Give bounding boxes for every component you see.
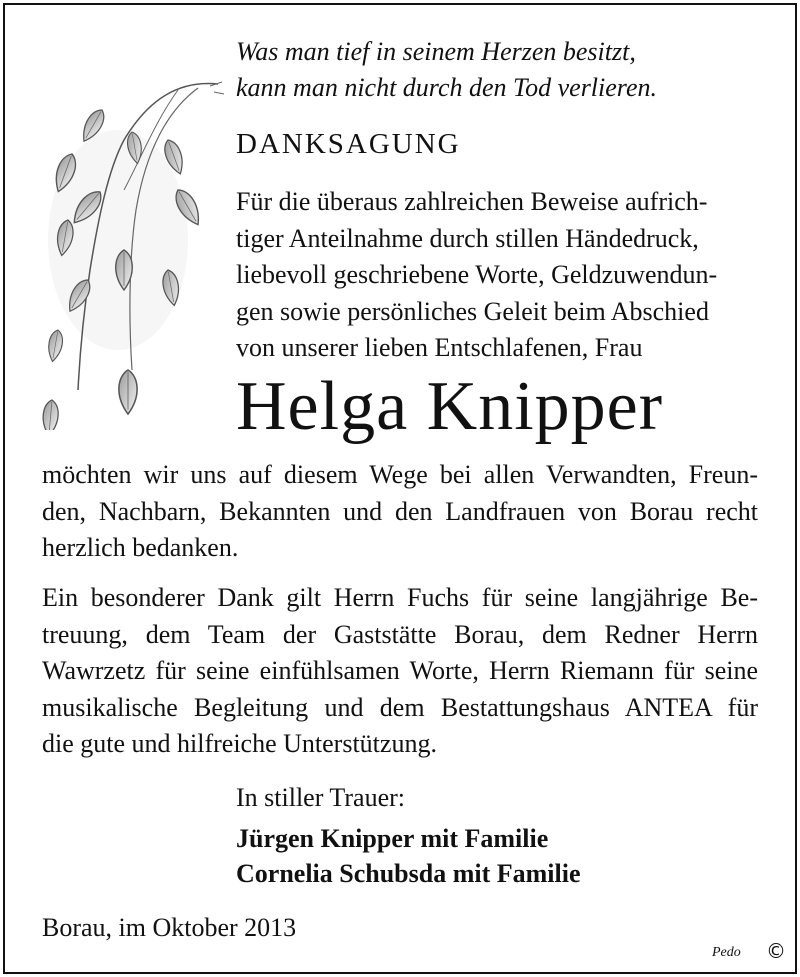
designer-credit: Pedo [712, 945, 741, 960]
copyright-icon: © [766, 939, 786, 963]
deceased-name: Helga Knipper [236, 368, 664, 445]
place-date: Borau, im Oktober 2013 [42, 913, 297, 942]
paragraph-line: musikalische Begleitung und dem Bestattungshaus ANTEA für [42, 692, 758, 722]
signers-block [236, 821, 581, 891]
paragraph-line: den, Nachbarn, Bekannten und den Landfrauen von Borau recht [42, 496, 758, 526]
notice-heading: DANKSAGUNG [236, 128, 461, 160]
memorial-quote [236, 34, 657, 106]
intro-text [236, 184, 756, 367]
thanks-paragraph [42, 457, 758, 567]
paragraph-line: Wawrzetz für seine einfühlsamen Worte, Herrn Riemann für seine [42, 656, 758, 685]
mourning-line: In stiller Trauer: [236, 783, 405, 812]
paragraph-line: möchten wir uns auf diesem Wege bei allen Verwandten, Freun- [42, 460, 758, 489]
intro-line: tiger Anteilnahme durch stillen Händedruck, [236, 223, 699, 253]
quote-line: Was man tief in seinem Herzen besitzt, [236, 37, 636, 66]
paragraph-line: treuung, dem Team der Gaststätte Borau, dem Redner Herrn [42, 619, 758, 649]
signer-name: Cornelia Schubsda mit Familie [236, 859, 581, 888]
intro-line: Für die überaus zahlreichen Beweise aufrich- [236, 187, 708, 216]
intro-line: von unserer lieben Entschlafenen, Frau [236, 333, 643, 362]
paragraph-line: Ein besonderer Dank gilt Herrn Fuchs für seine langjährige Be- [42, 583, 758, 612]
intro-line: gen sowie persönliches Geleit beim Abschied [236, 296, 709, 326]
special-thanks-paragraph [42, 580, 758, 763]
signer-name: Jürgen Knipper mit Familie [236, 824, 549, 853]
intro-line: liebevoll geschriebene Worte, Geldzuwendun- [236, 260, 718, 289]
paragraph-line: herzlich bedanken. [42, 533, 239, 562]
paragraph-line: die gute und hilfreiche Unterstützung. [42, 729, 437, 758]
birch-leaves-branch-icon [28, 70, 228, 430]
quote-line: kann man nicht durch den Tod verlieren. [236, 73, 657, 102]
